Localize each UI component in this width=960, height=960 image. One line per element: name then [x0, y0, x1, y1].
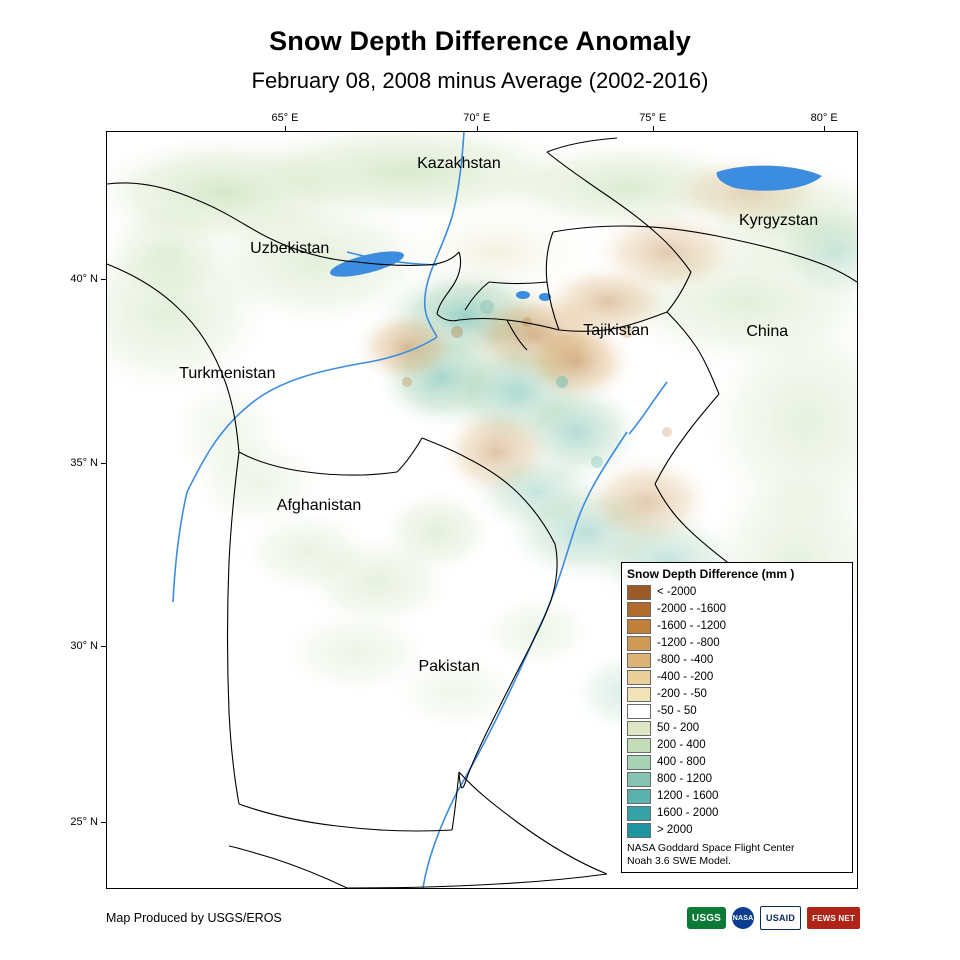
lon-tick-label: 70° E — [463, 112, 491, 124]
legend-item — [627, 652, 847, 669]
legend-label: -50 - 50 — [657, 705, 697, 717]
country-label-kazakhstan: Kazakhstan — [417, 154, 501, 172]
legend-label: < -2000 — [657, 586, 697, 598]
legend-swatch — [627, 687, 651, 702]
legend-label: 400 - 800 — [657, 756, 706, 768]
legend-swatch — [627, 806, 651, 821]
lon-tick-label: 65° E — [271, 112, 299, 124]
legend — [621, 562, 853, 873]
legend-item — [627, 686, 847, 703]
map-credit: Map Produced by USGS/EROS — [106, 911, 282, 925]
legend-label: -2000 - -1600 — [657, 603, 727, 615]
legend-title: Snow Depth Difference (mm ) — [627, 567, 795, 581]
legend-swatch — [627, 619, 651, 634]
usaid-logo: USAID — [760, 906, 801, 930]
lon-tick-label: 80° E — [810, 112, 838, 124]
legend-swatch — [627, 721, 651, 736]
legend-note-line2: Noah 3.6 SWE Model. — [627, 854, 731, 867]
legend-label: -200 - -50 — [657, 688, 707, 700]
country-label-afghanistan: Afghanistan — [276, 496, 362, 514]
legend-swatch — [627, 772, 651, 787]
legend-swatch — [627, 823, 651, 838]
legend-label: 1200 - 1600 — [657, 790, 719, 802]
lat-tick-label: 25° N — [70, 816, 98, 829]
lat-tick-label: 35° N — [70, 457, 98, 469]
legend-swatch — [627, 789, 651, 804]
lat-tick-label: 40° N — [70, 272, 98, 285]
page-subtitle: February 08, 2008 minus Average (2002-2016) — [251, 68, 709, 93]
page-title: Snow Depth Difference Anomaly — [269, 26, 691, 56]
usgs-logo: USGS — [687, 907, 726, 929]
country-label-pakistan: Pakistan — [418, 658, 480, 676]
legend-item — [627, 788, 847, 805]
legend-item — [627, 720, 847, 737]
lon-tick-label: 75° E — [639, 112, 667, 124]
nasa-logo: NASA — [732, 907, 754, 929]
country-label-china: China — [746, 323, 789, 341]
legend-swatch — [627, 704, 651, 719]
legend-item — [627, 618, 847, 635]
legend-label: -1600 - -1200 — [657, 620, 727, 632]
legend-label: 800 - 1200 — [657, 773, 712, 785]
legend-swatch — [627, 738, 651, 753]
legend-item — [627, 771, 847, 788]
legend-item — [627, 584, 847, 601]
lat-tick-label: 30° N — [70, 639, 98, 652]
country-label-turkmenistan: Turkmenistan — [179, 364, 276, 382]
legend-item — [627, 805, 847, 822]
agency-logos — [687, 906, 860, 930]
country-label-kyrgyzstan: Kyrgyzstan — [738, 212, 819, 230]
legend-note-line1: NASA Goddard Space Flight Center — [627, 842, 795, 854]
legend-label: -800 - -400 — [657, 654, 714, 666]
legend-item — [627, 822, 847, 839]
legend-item — [627, 703, 847, 720]
legend-swatch — [627, 653, 651, 668]
map-frame[interactable] — [106, 131, 858, 889]
country-label-uzbekistan: Uzbekistan — [250, 240, 330, 258]
legend-swatch — [627, 670, 651, 685]
legend-label: -400 - -200 — [657, 671, 714, 683]
legend-label: 50 - 200 — [657, 722, 700, 734]
legend-item — [627, 669, 847, 686]
legend-rows — [627, 584, 847, 839]
legend-item — [627, 635, 847, 652]
legend-item — [627, 737, 847, 754]
legend-swatch — [627, 636, 651, 651]
legend-label: 200 - 400 — [657, 739, 706, 751]
legend-swatch — [627, 602, 651, 617]
legend-label: -1200 - -800 — [657, 637, 720, 649]
legend-swatch — [627, 755, 651, 770]
legend-label: 1600 - 2000 — [657, 807, 719, 819]
legend-label: > 2000 — [657, 824, 693, 836]
legend-item — [627, 754, 847, 771]
legend-swatch — [627, 585, 651, 600]
country-label-tajikistan: Tajikistan — [583, 321, 649, 339]
legend-item — [627, 601, 847, 618]
fewsnet-logo: FEWS NET — [807, 907, 860, 929]
